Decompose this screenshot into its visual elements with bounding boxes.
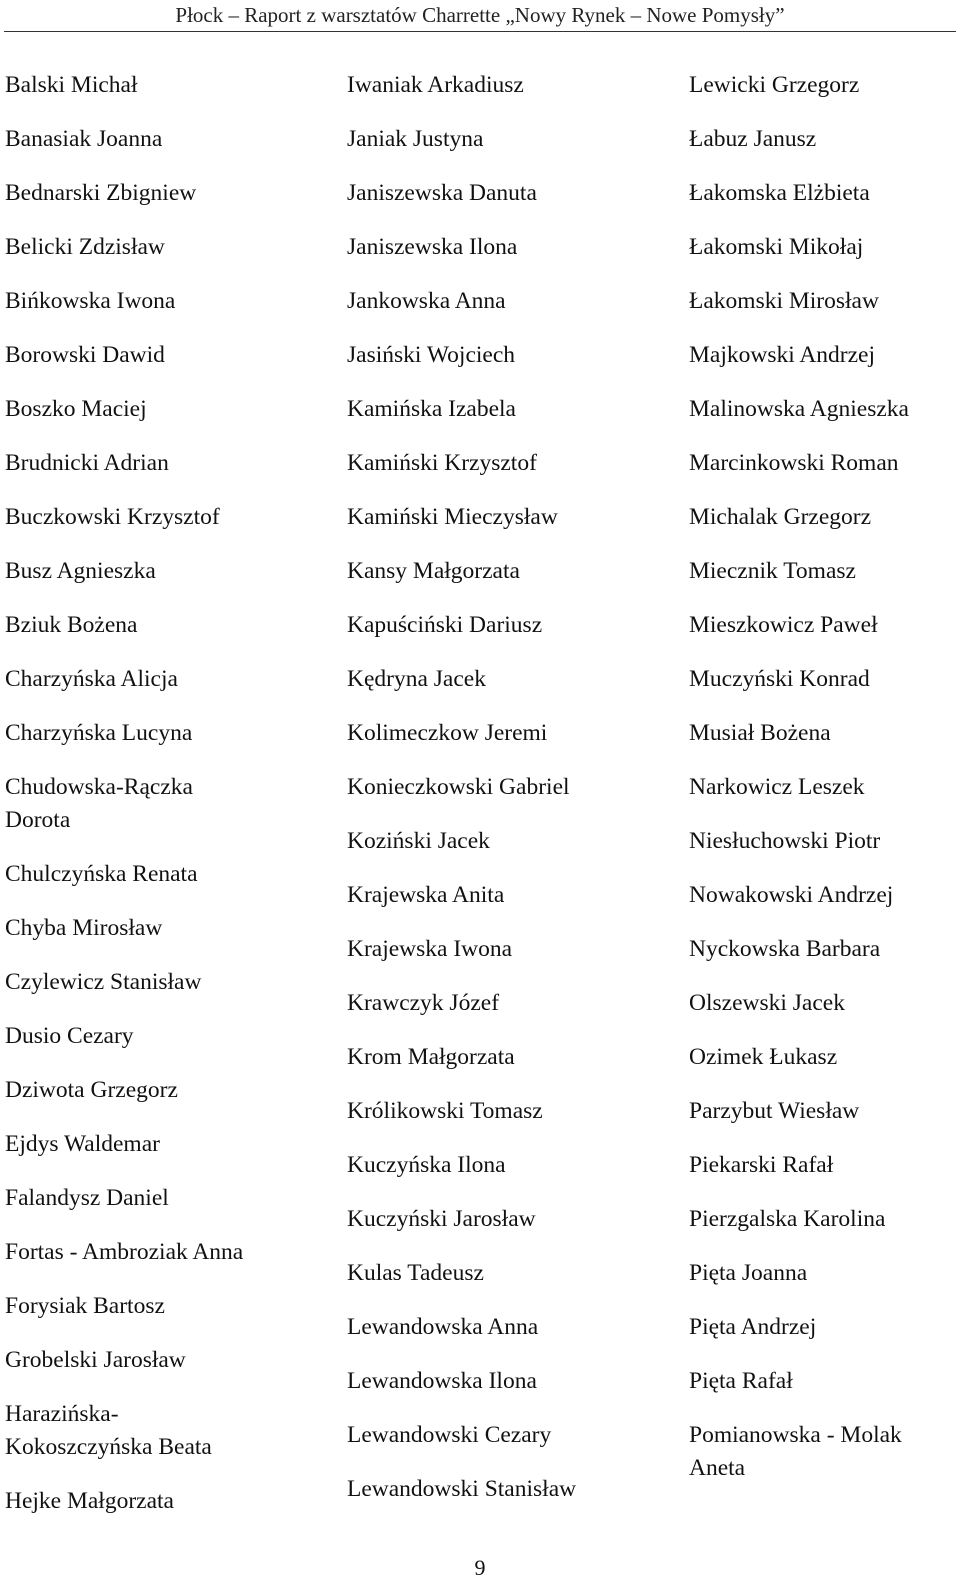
- name-entry: Falandysz Daniel: [5, 1185, 169, 1211]
- name-entry: Kapuściński Dariusz: [347, 612, 543, 638]
- name-entry: Nyckowska Barbara: [689, 936, 881, 962]
- name-entry: Michalak Grzegorz: [689, 504, 872, 530]
- name-entry: Janiak Justyna: [347, 126, 484, 152]
- name-entry: Brudnicki Adrian: [5, 450, 169, 476]
- name-entry: Balski Michał: [5, 72, 138, 98]
- name-entry: Chudowska-Rączka Dorota: [5, 774, 193, 833]
- name-entry: Łakomski Mikołaj: [689, 234, 864, 260]
- name-entry: Dusio Cezary: [5, 1023, 134, 1049]
- name-entry: Krawczyk Józef: [347, 990, 500, 1016]
- name-entry: Ejdys Waldemar: [5, 1131, 160, 1157]
- name-entry: Kolimeczkow Jeremi: [347, 720, 548, 746]
- name-entry: Grobelski Jarosław: [5, 1347, 186, 1373]
- name-entry: Łakomska Elżbieta: [689, 180, 870, 206]
- name-entry: Musiał Bożena: [689, 720, 831, 746]
- name-entry: Piekarski Rafał: [689, 1152, 834, 1178]
- name-entry: Janiszewska Danuta: [347, 180, 537, 206]
- name-entry: Chulczyńska Renata: [5, 861, 198, 887]
- name-entry: Krom Małgorzata: [347, 1044, 515, 1070]
- name-entry: Ozimek Łukasz: [689, 1044, 838, 1070]
- name-entry: Charzyńska Lucyna: [5, 720, 193, 746]
- name-entry: Krajewska Iwona: [347, 936, 513, 962]
- name-entry: Banasiak Joanna: [5, 126, 163, 152]
- name-entry: Bziuk Bożena: [5, 612, 138, 638]
- name-entry: Janiszewska Ilona: [347, 234, 518, 260]
- name-entry: Marcinkowski Roman: [689, 450, 899, 476]
- name-entry: Kamiński Mieczysław: [347, 504, 558, 530]
- name-entry: Belicki Zdzisław: [5, 234, 165, 260]
- name-entry: Olszewski Jacek: [689, 990, 845, 1016]
- name-entry: Pomianowska - Molak Aneta: [689, 1422, 902, 1481]
- name-entry: Charzyńska Alicja: [5, 666, 178, 692]
- name-entry: Borowski Dawid: [5, 342, 165, 368]
- name-entry: Pięta Joanna: [689, 1260, 808, 1286]
- name-entry: Busz Agnieszka: [5, 558, 156, 584]
- name-entry: Czylewicz Stanisław: [5, 969, 202, 995]
- name-entry: Krajewska Anita: [347, 882, 505, 908]
- names-column-2: [347, 69, 677, 1527]
- name-entry: Lewicki Grzegorz: [689, 72, 860, 98]
- name-entry: Pięta Andrzej: [689, 1314, 817, 1340]
- name-entry: Mieszkowicz Paweł: [689, 612, 878, 638]
- name-entry: Forysiak Bartosz: [5, 1293, 165, 1319]
- name-entry: Muczyński Konrad: [689, 666, 870, 692]
- name-entry: Parzybut Wiesław: [689, 1098, 860, 1124]
- name-entry: Jasiński Wojciech: [347, 342, 516, 368]
- name-entry: Łakomski Mirosław: [689, 288, 879, 314]
- name-entry: Harazińska-Kokoszczyńska Beata: [5, 1401, 212, 1460]
- name-entry: Kuczyński Jarosław: [347, 1206, 536, 1232]
- names-column-3: [689, 69, 949, 1506]
- name-entry: Kamińska Izabela: [347, 396, 516, 422]
- name-entry: Hejke Małgorzata: [5, 1488, 174, 1514]
- page-number: 9: [474, 1555, 486, 1580]
- name-entry: Lewandowski Cezary: [347, 1422, 552, 1448]
- name-entry: Buczkowski Krzysztof: [5, 504, 220, 530]
- name-entry: Bednarski Zbigniew: [5, 180, 197, 206]
- running-header: Płock – Raport z warsztatów Charrette „Nowy Rynek – Nowe Pomysły”: [175, 3, 785, 27]
- name-entry: Boszko Maciej: [5, 396, 147, 422]
- name-entry: Kuczyńska Ilona: [347, 1152, 506, 1178]
- name-entry: Jankowska Anna: [347, 288, 506, 314]
- name-entry: Miecznik Tomasz: [689, 558, 856, 584]
- name-entry: Lewandowska Ilona: [347, 1368, 537, 1394]
- name-entry: Malinowska Agnieszka: [689, 396, 909, 422]
- name-entry: Kędryna Jacek: [347, 666, 486, 692]
- name-entry: Konieczkowski Gabriel: [347, 774, 570, 800]
- name-entry: Dziwota Grzegorz: [5, 1077, 178, 1103]
- names-column-1: [5, 69, 305, 1539]
- name-entry: Bińkowska Iwona: [5, 288, 176, 314]
- name-entry: Lewandowski Stanisław: [347, 1476, 577, 1502]
- name-entry: Koziński Jacek: [347, 828, 490, 854]
- name-entry: Lewandowska Anna: [347, 1314, 539, 1340]
- name-entry: Pięta Rafał: [689, 1368, 793, 1394]
- name-entry: Fortas - Ambroziak Anna: [5, 1239, 244, 1265]
- name-entry: Nowakowski Andrzej: [689, 882, 894, 908]
- name-entry: Narkowicz Leszek: [689, 774, 865, 800]
- name-entry: Iwaniak Arkadiusz: [347, 72, 524, 98]
- header-rule: [4, 31, 956, 32]
- name-entry: Chyba Mirosław: [5, 915, 163, 941]
- name-entry: Kulas Tadeusz: [347, 1260, 484, 1286]
- name-entry: Królikowski Tomasz: [347, 1098, 543, 1124]
- name-entry: Kansy Małgorzata: [347, 558, 520, 584]
- name-entry: Pierzgalska Karolina: [689, 1206, 886, 1232]
- name-entry: Kamiński Krzysztof: [347, 450, 537, 476]
- name-entry: Łabuz Janusz: [689, 126, 817, 152]
- name-entry: Majkowski Andrzej: [689, 342, 876, 368]
- name-entry: Niesłuchowski Piotr: [689, 828, 881, 854]
